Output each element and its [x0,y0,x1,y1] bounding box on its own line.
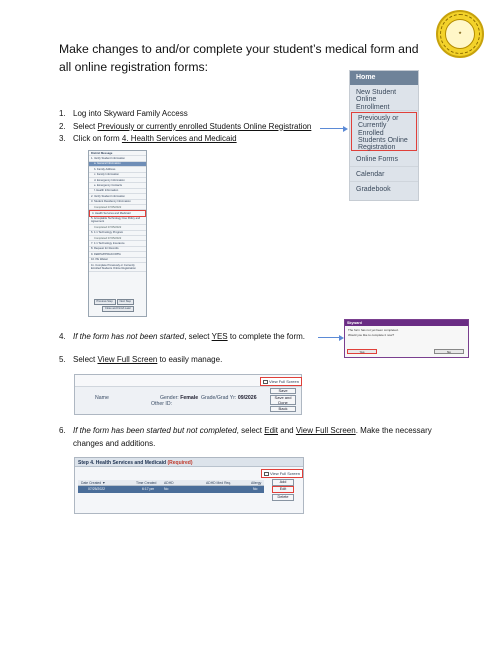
nav-item-previously-enrolled[interactable]: Previously or Currently Enrolled Students Online Registration [351,112,417,151]
nav-item-online-forms[interactable]: Online Forms [350,152,418,167]
step-5: 5. Select View Full Screen to easily manage. [59,355,223,364]
district-message-panel [88,150,147,317]
nav-item-calendar[interactable]: Calendar [350,167,418,182]
name-label: Name [95,395,109,401]
grade-field: Grade/Grad Yr: 09/2026 [201,395,257,401]
previously-enrolled-link[interactable]: Previously or currently enrolled Students Online Registration [97,121,312,131]
dp-row[interactable]: 2. Verify Student Information [89,194,146,199]
dp-row[interactable]: e. Emergency Contacts [89,183,146,188]
step4-title: Step 4. Health Services and Medicaid (Required) [75,458,303,467]
dp-row[interactable]: 9. FERPA/PPRA/COPPA [89,252,146,257]
nav-item-new-student[interactable]: New Student Online Enrollment [350,85,418,111]
add-button[interactable]: Add [272,479,294,486]
step-4: 4. If the form has not been started, select YES to complete the form. [59,332,305,341]
dp-row-health-services[interactable]: 4. Health Services and Medicaid [89,210,146,216]
close-finish-later-button[interactable]: Close and Finish Later [102,306,134,312]
nav-item-gradebook[interactable]: Gradebook [356,186,391,193]
step4-health-panel [74,457,304,514]
dp-row[interactable]: 1. Verify Student Information [89,156,146,161]
student-info-panel [74,374,302,415]
step-2: 2. Select Previously or currently enrolled Students Online Registration [59,121,312,131]
next-step-button[interactable]: Next Step [117,299,134,305]
table-row[interactable]: 07/25/2022 6:17 pm No No [78,486,264,493]
nav-item-home[interactable]: Home [350,71,418,85]
fullscreen-icon [264,472,269,476]
no-button[interactable]: No [434,349,464,354]
fullscreen-icon [263,380,268,384]
step-6: 6. If the form has been started but not completed, select Edit and View Full Screen. Make the necessary changes and additions. [59,426,432,448]
dp-row[interactable]: 6. 1:1 Technology Program [89,231,146,236]
view-full-screen-link-2[interactable]: View Full Screen [295,426,356,435]
dp-row[interactable]: a. General Information [89,162,146,167]
save-button[interactable]: Save [270,388,296,394]
dp-row: Completed 07/25/2022 [89,225,146,230]
back-button[interactable]: Back [270,406,296,412]
skyward-nav-menu [349,70,419,201]
save-and-done-button[interactable]: Save and Done [270,395,296,405]
dp-row[interactable]: b. Family Address [89,167,146,172]
table-header: Date Created ▼ Time Created ADHD ADHD Med Req. Allergy [78,480,264,486]
steps-1-3 [59,108,311,146]
edit-button[interactable]: Edit [272,486,294,493]
dp-row[interactable]: 3. Student Residency Information [89,200,146,205]
page-heading: Make changes to and/or complete your student’s medical form and all online registration forms: [59,42,419,74]
view-full-screen-link[interactable]: View Full Screen [97,355,158,364]
previous-step-button[interactable]: Previous Step [94,299,116,305]
health-services-link[interactable]: 4. Health Services and Medicaid [121,134,237,144]
dialog-body: The form has not yet been completed. Would you like to complete it now? [348,328,399,337]
gender-field: Gender: Female [160,395,199,401]
step-1: 1. Log into Skyward Family Access [59,109,188,118]
dp-row[interactable]: 5. Acceptable Technology Use Policy and Agreement [89,217,146,226]
dp-button-bar [93,298,143,312]
dp-row[interactable]: 7. 1:1 Technology Insurance [89,241,146,246]
dialog-title: Skyward [345,320,468,326]
arrow-to-dialog [318,337,340,338]
edit-link[interactable]: Edit [264,426,279,435]
delete-button[interactable]: Delete [272,494,294,501]
yes-button[interactable]: Yes [347,349,377,354]
dp-row[interactable]: d. Emergency Information [89,178,146,183]
dp-row[interactable]: c. Family Information [89,173,146,178]
dp-row[interactable]: 8. Request for Records [89,247,146,252]
view-full-screen-button-2[interactable]: View Full Screen [261,469,303,478]
yes-link[interactable]: YES [211,332,228,341]
dp-row: Completed 07/25/2022 [89,236,146,241]
dp-row: Completed 07/25/2022 [89,205,146,210]
dp-row[interactable]: 11. Complete Previously or Currently Enrolled Students Online Registration [89,263,146,272]
complete-form-dialog [344,319,469,358]
step-3: 3. Click on form 4. Health Services and Medicaid [59,134,237,144]
view-full-screen-button[interactable]: View Full Screen [260,377,302,386]
arrow-to-menu-head [343,126,348,132]
dp-row: District Message [89,151,146,156]
dp-row[interactable]: 10. PE Waiver [89,258,146,263]
other-id-label: Other ID: [151,401,173,407]
arrow-to-menu [320,128,344,129]
district-seal-logo: ★ [436,10,484,58]
dp-row[interactable]: f. Health Information [89,189,146,194]
